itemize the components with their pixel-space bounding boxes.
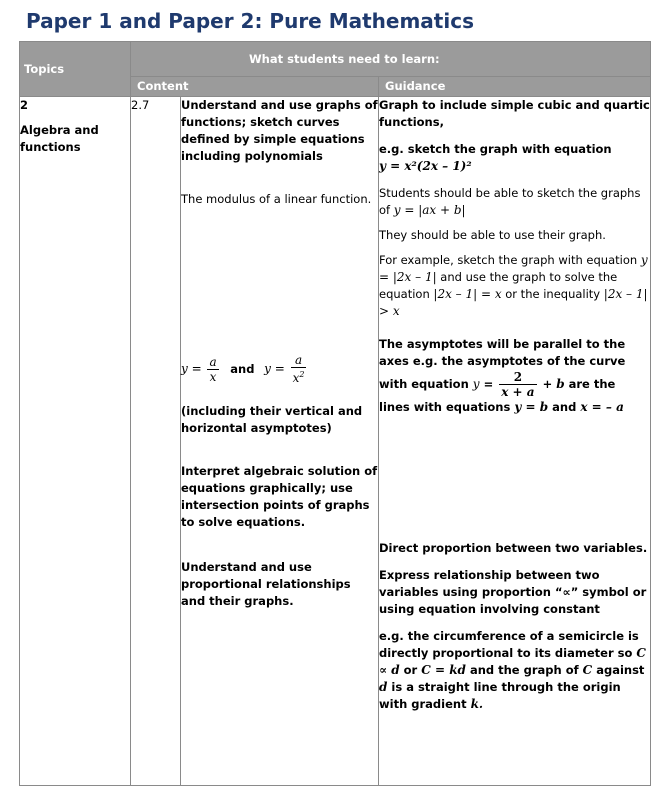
content-modulus: The modulus of a linear function. [181,192,372,206]
content-asymptotes: (including their vertical and horizontal asymptotes) [181,404,363,435]
topic-number: 2 [20,98,29,112]
reference-cell [131,97,181,786]
guidance-direct-proportion: Direct proportion between two variables. [379,541,648,555]
topic-cell [20,97,131,786]
reference-number: 2.7 [131,98,150,112]
specification-table [19,41,651,786]
guidance-modulus-example: For example, sketch the graph with equation y = |2x – 1| and use the graph to solve the equation |2x – 1| = x or the inequality |2x – 1| > x [379,253,648,318]
guidance-proportion-symbol: Express relationship between two variables using proportion “∝” symbol or using equation involving constant [379,568,647,616]
guidance-modulus: Students should be able to sketch the graphs of y = |ax + b| [379,186,641,217]
header-content: Content [131,77,379,97]
topic-name: Algebra and functions [20,123,99,154]
header-guidance: Guidance [379,77,651,97]
content-interpret: Interpret algebraic solution of equations graphically; use intersection points of graphs to solve equations. [181,464,378,529]
guidance-cubic: Graph to include simple cubic and quartic functions, [379,98,650,129]
content-cell [181,97,379,786]
content-graphs: Understand and use graphs of functions; sketch curves defined by simple equations including polynomials [181,98,378,163]
guidance-use-graph: They should be able to use their graph. [379,228,606,242]
header-what-to-learn: What students need to learn: [131,42,651,77]
guidance-cell [379,97,651,786]
page-title: Paper 1 and Paper 2: Pure Mathematics [26,9,474,33]
guidance-circumference-example: e.g. the circumference of a semicircle is directly proportional to its diameter so C ∝ d or C = kd and the graph of C against d is a straight line through the origin with gradient k. [379,629,646,711]
guidance-asymptotes: The asymptotes will be parallel to the axes e.g. the asymptotes of the curve with equation y = $\frac{2}{x + a}$ + b are the lines with equations y = b and x = – a [379,337,626,414]
guidance-sketch-example: e.g. sketch the graph with equation y = x²(2x – 1)² [379,142,612,173]
content-proportion: Understand and use proportional relationships and their graphs. [181,560,351,608]
content-reciprocal-equations: y = $\frac{a}{x}$ and y = $\frac{a}{x^2}$ [181,353,305,385]
header-topics: Topics [20,42,131,97]
